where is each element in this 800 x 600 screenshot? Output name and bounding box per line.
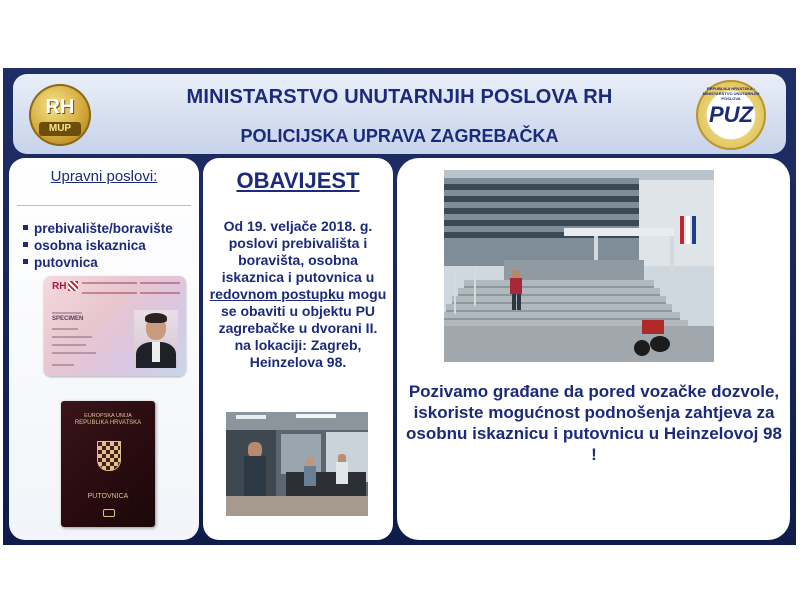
office-interior-photo <box>226 412 368 516</box>
notice-title: OBAVIJEST <box>236 168 360 193</box>
id-card-image <box>44 276 186 376</box>
service-label: putovnica <box>34 255 98 270</box>
list-item <box>23 254 173 271</box>
services-divider <box>17 205 191 206</box>
id-card-country: RH <box>52 281 67 292</box>
notice-text-part1: Od 19. veljače 2018. g. poslovi prebivališta i boravišta, osobna iskaznica i putovnica u <box>221 218 375 285</box>
mup-logo-mup: MUP <box>39 122 81 136</box>
notice-text-underlined: redovnom postupku <box>209 286 345 302</box>
list-item <box>23 237 173 254</box>
services-title: Upravni poslovi: <box>50 168 158 185</box>
bullet-icon <box>23 259 28 264</box>
id-card-header-lines <box>82 282 137 294</box>
puz-logo-ring-text: REPUBLIKA HRVATSKA · MINISTARSTVO UNUTARNJIH POSLOVA <box>702 86 760 101</box>
coat-of-arms-icon <box>97 441 121 471</box>
passport-image <box>61 401 155 527</box>
passport-country-text: REPUBLIKA HRVATSKA <box>74 420 142 426</box>
puz-logo <box>696 80 766 150</box>
ministry-title: MINISTARSTVO UNUTARNJIH POSLOVA RH <box>186 86 613 108</box>
id-card-line <box>52 352 96 354</box>
bullet-icon <box>23 242 28 247</box>
id-card-line <box>52 328 78 330</box>
id-card-line <box>52 344 86 346</box>
id-card-line <box>52 312 82 314</box>
list-item <box>23 220 173 237</box>
invitation-message: Pozivamo građane da pored vozačke dozvole, iskoriste mogućnost podnošenja zahtjeva za osobnu iskaznicu i putovnicu u Heinzelovoj 98 ! <box>406 382 782 464</box>
passport-label: PUTOVNICA <box>87 493 129 500</box>
notice-text <box>209 218 387 371</box>
id-card-header-lines <box>140 282 180 294</box>
service-label: prebivalište/boravište <box>34 221 173 236</box>
bullet-icon <box>23 225 28 230</box>
id-card-line <box>52 336 92 338</box>
police-admin-subtitle: POLICIJSKA UPRAVA ZAGREBAČKA <box>240 126 559 146</box>
police-building-photo <box>444 170 714 362</box>
id-card-specimen: SPECIMEN <box>52 316 84 322</box>
passport-eu-text: EUROPSKA UNIJA <box>84 413 132 419</box>
puz-logo-text: PUZ <box>709 102 753 127</box>
service-label: osobna iskaznica <box>34 238 146 253</box>
id-card-photo <box>134 310 178 368</box>
notice-text-part2: mogu se obaviti u objektu PU zagrebačke u dvorani II. na lokaciji: Zagreb, Heinzelova 98. <box>218 286 387 370</box>
services-list <box>23 220 173 271</box>
croatian-coat-icon <box>68 281 78 291</box>
header-banner <box>13 74 786 154</box>
id-card-line <box>52 364 74 366</box>
biometric-chip-icon <box>103 509 115 517</box>
mup-logo-rh: RH <box>45 96 75 118</box>
